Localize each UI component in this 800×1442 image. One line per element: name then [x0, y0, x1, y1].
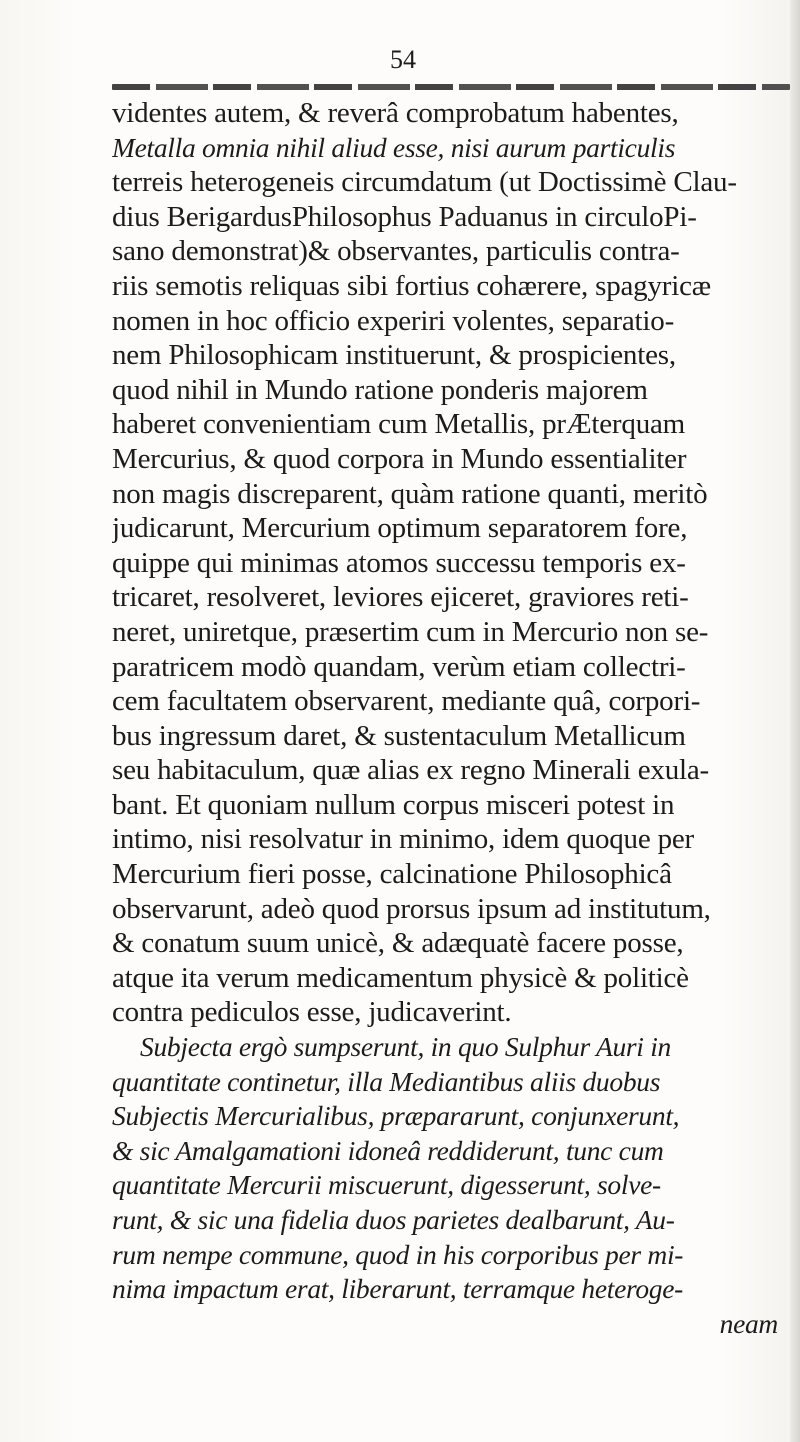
- text-line: haberet convenientiam cum Metallis, prÆterquam: [112, 408, 686, 441]
- text-line: quod nihil in Mundo ratione ponderis majorem: [112, 373, 648, 406]
- text-line: & sic Amalgamationi idoneâ reddiderunt, tunc cum: [112, 1134, 664, 1166]
- text-line: runt, & sic una fidelia duos parietes dealbarunt, Au-: [112, 1204, 675, 1235]
- text-line: rum nempe commune, quod in his corporibus per mi-: [112, 1238, 684, 1270]
- text-line: Mercurium fieri posse, calcinatione Philosophicâ: [112, 858, 672, 891]
- text-line: judicarunt, Mercurium optimum separatorem fore,: [112, 512, 688, 545]
- catchword: neam: [719, 1307, 778, 1339]
- text-line: intimo, nisi resolvatur in minimo, idem quoque per: [112, 823, 695, 856]
- text-line: nima impactum erat, liberarunt, terramque heteroge-: [112, 1273, 684, 1305]
- text-line: non magis discreparent, quàm ratione quanti, meritò: [112, 477, 708, 510]
- header-rule: [112, 84, 790, 90]
- text-line: observarunt, adeò quod prorsus ipsum ad institutum,: [112, 892, 711, 925]
- text-line: seu habitaculum, quæ alias ex regno Minerali exula-: [112, 754, 710, 787]
- text-line: bant. Et quoniam nullum corpus misceri potest in: [112, 788, 675, 821]
- page-number: 54: [390, 45, 416, 74]
- text-line: cem facultatem observarent, mediante quâ, corpori-: [112, 685, 701, 718]
- text-line: terreis heterogeneis circumdatum (ut Doctissimè Clau-: [112, 166, 737, 199]
- text-line: quippe qui minimas atomos successu temporis ex-: [112, 546, 686, 579]
- text-line: sano demonstrat)& observantes, particulis contra-: [112, 235, 680, 268]
- text-line: quantitate Mercurii miscuerunt, digesserunt, solve-: [112, 1169, 661, 1201]
- text-line: tricaret, resolveret, leviores ejiceret, graviores reti-: [112, 581, 689, 614]
- text-line: contra pediculos esse, judicaverint.: [112, 996, 512, 1029]
- text-line: Metalla omnia nihil aliud esse, nisi aurum particulis: [112, 131, 676, 163]
- text-line: Subjectis Mercurialibus, præpararunt, conjunxerunt,: [112, 1100, 680, 1132]
- text-line: riis semotis reliquas sibi fortius cohærere, spagyricæ: [112, 269, 711, 302]
- text-line: nomen in hoc officio experiri volentes, separatio-: [112, 304, 675, 337]
- text-line: nem Philosophicam instituerunt, & prospicientes,: [112, 339, 676, 372]
- text-line: neret, uniretque, præsertim cum in Mercurio non se-: [112, 615, 709, 648]
- text-line: paratricem modò quandam, verùm etiam collectri-: [112, 650, 686, 683]
- body-text: [112, 96, 792, 1341]
- text-line: dius BerigardusPhilosophus Paduanus in circuloPi-: [112, 200, 697, 233]
- text-line: bus ingressum daret, & sustentaculum Metallicum: [112, 719, 686, 752]
- text-line: & conatum suum unicè, & adæquatè facere posse,: [112, 927, 684, 960]
- text-line: atque ita verum medicamentum physicè & politicè: [112, 961, 689, 994]
- text-line: quantitate continetur, illa Mediantibus aliis duobus: [112, 1065, 661, 1097]
- text-line: videntes autem, & reverâ comprobatum habentes,: [112, 97, 679, 129]
- text-line: Subjecta ergò sumpserunt, in quo Sulphur Auri in: [140, 1031, 672, 1063]
- text-line: Mercurius, & quod corpora in Mundo essentialiter: [112, 442, 687, 475]
